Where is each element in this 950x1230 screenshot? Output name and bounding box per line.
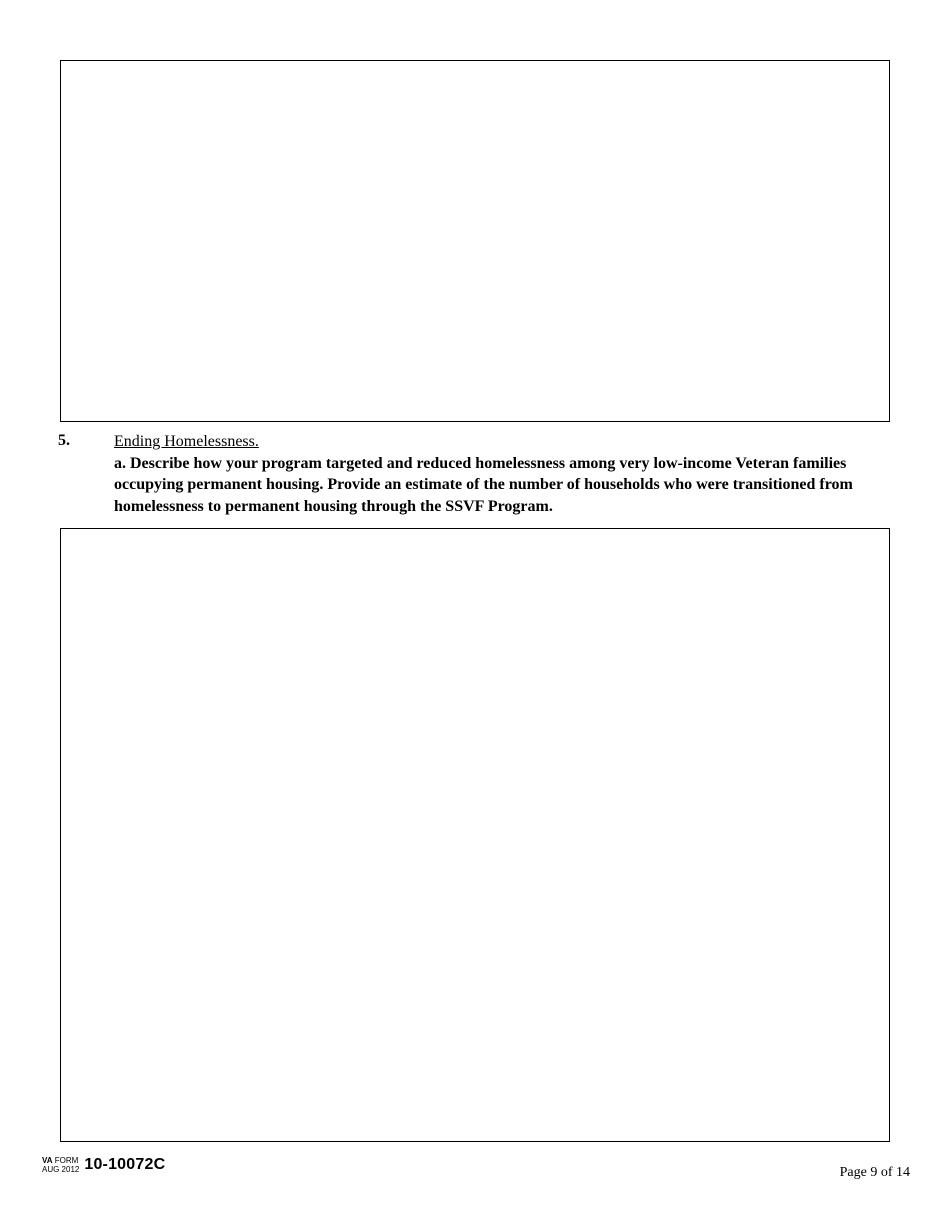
form-meta bbox=[42, 1156, 79, 1174]
section-number: 5. bbox=[58, 432, 70, 449]
previous-answer-box[interactable] bbox=[60, 60, 890, 422]
form-number: 10-10072C bbox=[84, 1156, 166, 1173]
ending-homelessness-answer-box[interactable] bbox=[60, 528, 890, 1142]
page-number: Page 9 of 14 bbox=[839, 1165, 910, 1180]
form-date: AUG 2012 bbox=[42, 1165, 80, 1174]
form-identifier bbox=[42, 1156, 165, 1174]
form-label bbox=[42, 1156, 79, 1165]
question-text: a. Describe how your program targeted and reduced homelessness among very low-income Veteran families occupying permanent housing. Provide an estimate of the number of households who were transitioned from homelessness to permanent housing through the SSVF Program. bbox=[114, 454, 853, 515]
section-title: Ending Homelessness. bbox=[114, 433, 259, 450]
va-label: VA bbox=[42, 1156, 53, 1165]
form-word: FORM bbox=[52, 1156, 79, 1165]
question-block bbox=[114, 431, 904, 517]
